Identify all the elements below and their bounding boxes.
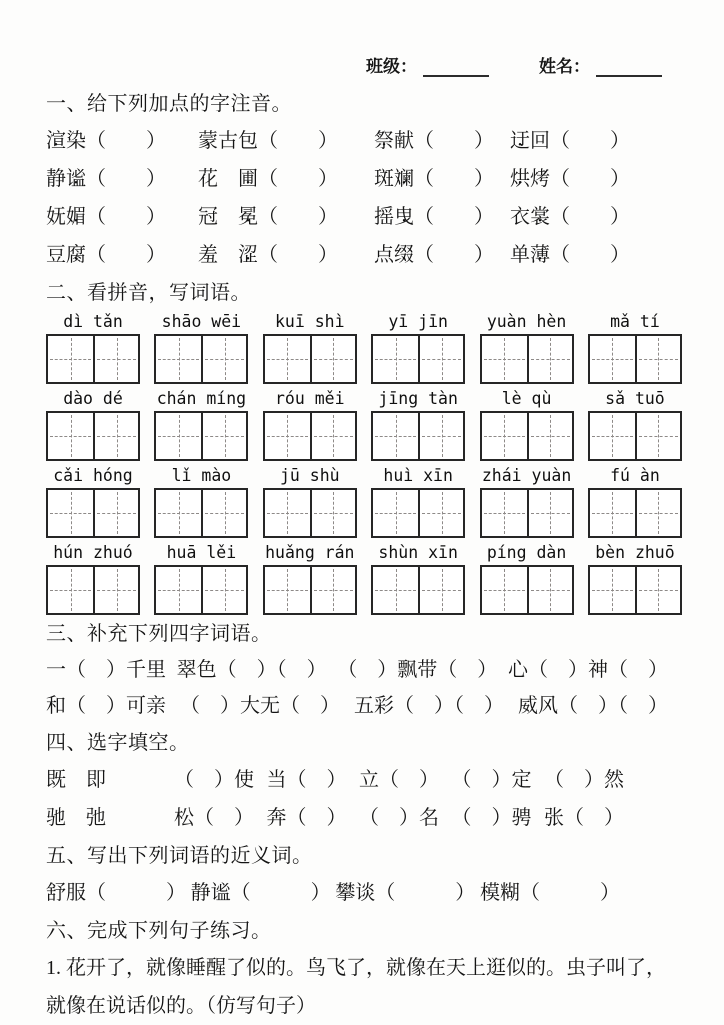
synonym-item: 静谧（ ） xyxy=(190,882,331,904)
pinyin-label: shùn xīn xyxy=(378,543,458,562)
pinyin-word-entry xyxy=(154,542,248,615)
pinyin-label: lè qù xyxy=(501,389,552,408)
writing-grid-cell xyxy=(156,336,201,382)
pinyin-label: mǎ tí xyxy=(610,312,660,331)
writing-grid xyxy=(371,488,465,538)
answer-blank: （ ） xyxy=(86,244,166,266)
pinyin-label: hún zhuó xyxy=(53,543,133,562)
section-5 xyxy=(46,841,682,912)
fill-item: （ ）使 xyxy=(174,769,254,791)
writing-grid-cell xyxy=(635,413,680,459)
word-pre: 点 xyxy=(374,244,394,266)
pinyin-label: chán míng xyxy=(156,389,247,408)
writing-grid xyxy=(263,334,357,384)
dotted-word-item xyxy=(198,122,374,160)
word-pre: 单 xyxy=(510,244,530,266)
pinyin-word-entry xyxy=(263,311,357,384)
answer-blank: （ ） xyxy=(550,168,630,190)
writing-grid xyxy=(588,488,682,538)
word-pre: 妩 xyxy=(46,206,66,228)
writing-grid xyxy=(46,411,140,461)
dotted-word-item xyxy=(374,160,510,198)
dotted-word-item xyxy=(198,160,374,198)
writing-grid-cell xyxy=(418,567,463,613)
pinyin-label: jīng tàn xyxy=(378,389,458,408)
writing-grid xyxy=(154,334,248,384)
dotted-char: 祭 • xyxy=(374,122,394,160)
class-blank-line xyxy=(423,59,489,77)
idiom-completion-item: 心（ ）神（ ） xyxy=(507,659,668,681)
writing-grid-cell xyxy=(265,567,310,613)
synonym-item: 攀谈（ ） xyxy=(335,882,476,904)
dotted-char: 冕 • xyxy=(238,198,258,236)
dotted-word-item xyxy=(510,122,682,160)
choice-fill-row xyxy=(46,761,682,799)
section-2-title: 二、看拼音，写词语。 xyxy=(46,282,251,304)
writing-grid-cell xyxy=(93,413,138,459)
pinyin-label: sǎ tuō xyxy=(605,389,665,408)
pinyin-word-entry xyxy=(154,388,248,461)
writing-grid xyxy=(154,411,248,461)
word-pre: 静 xyxy=(46,168,66,190)
choice-fill-items xyxy=(174,799,682,837)
word-post: 烤 xyxy=(530,168,550,190)
writing-grid-cell xyxy=(48,567,93,613)
pinyin-label: yī jīn xyxy=(388,312,448,331)
word-pre: 花 xyxy=(198,168,238,190)
writing-grid-cell xyxy=(48,336,93,382)
writing-grid xyxy=(588,334,682,384)
writing-grid-cell xyxy=(590,567,635,613)
pinyin-label: huì xīn xyxy=(383,466,453,485)
pinyin-label: fú àn xyxy=(610,466,660,485)
name-blank-line xyxy=(596,59,662,77)
choice-fill-row xyxy=(46,799,682,837)
pinyin-word-entry xyxy=(480,465,574,538)
choice-fill-items xyxy=(174,761,682,799)
idiom-completion-item: 一（ ）千里 xyxy=(46,659,166,681)
dotted-char: 渲 • xyxy=(46,122,66,160)
header-fill-in xyxy=(46,52,682,77)
dotted-char: 缀 • xyxy=(394,236,414,274)
pinyin-label: huā lěi xyxy=(166,543,237,562)
writing-grid xyxy=(480,565,574,615)
pinyin-label: zhái yuàn xyxy=(481,466,572,485)
answer-blank: （ ） xyxy=(86,130,166,152)
writing-grid-cell xyxy=(48,413,93,459)
pinyin-row xyxy=(46,311,682,384)
pinyin-word-entry xyxy=(263,388,357,461)
writing-grid-cell xyxy=(527,567,572,613)
fill-item: 松（ ） xyxy=(174,807,254,829)
writing-grid xyxy=(371,334,465,384)
fill-item: 奔（ ） xyxy=(266,807,347,829)
fill-item: （ ）定 xyxy=(451,769,532,791)
answer-blank: （ ） xyxy=(258,244,338,266)
section-6 xyxy=(46,916,682,1025)
word-pre: 羞 xyxy=(198,244,238,266)
fill-item: 当（ ） xyxy=(266,769,347,791)
answer-blank: （ ） xyxy=(258,130,338,152)
pinyin-word-entry xyxy=(371,311,465,384)
idiom-completion-item: 和（ ）可亲 xyxy=(46,695,166,717)
word-post: 古包 xyxy=(218,130,258,152)
word-post: 染 xyxy=(66,130,86,152)
pinyin-label: píng dàn xyxy=(486,543,567,562)
pinyin-label: yuàn hèn xyxy=(486,312,567,331)
writing-grid-cell xyxy=(482,413,527,459)
pinyin-row xyxy=(46,542,682,615)
section-2 xyxy=(46,278,682,615)
dotted-char: 曳 • xyxy=(394,198,414,236)
section-3 xyxy=(46,619,682,724)
writing-grid-cell xyxy=(373,336,418,382)
fill-item: （ ）骋 xyxy=(451,807,532,829)
writing-grid-cell xyxy=(310,567,355,613)
answer-blank: （ ） xyxy=(258,206,338,228)
pinyin-word-entry xyxy=(480,542,574,615)
writing-grid-cell xyxy=(418,413,463,459)
dotted-char: 烘 • xyxy=(510,160,530,198)
pinyin-word-entry xyxy=(480,311,574,384)
answer-blank: （ ） xyxy=(414,130,494,152)
dotted-word-item xyxy=(374,198,510,236)
writing-grid xyxy=(480,488,574,538)
pinyin-label: lǐ mào xyxy=(171,466,232,485)
pinyin-word-entry xyxy=(371,465,465,538)
word-pre: 冠 xyxy=(198,206,238,228)
writing-grid-cell xyxy=(201,490,246,536)
pinyin-word-entry xyxy=(46,465,140,538)
dotted-char: 媚 • xyxy=(66,198,86,236)
section-1-title: 一、给下列加点的字注音。 xyxy=(46,93,292,115)
writing-grid-cell xyxy=(373,490,418,536)
fill-item: （ ）名 xyxy=(359,807,439,829)
pinyin-row xyxy=(46,388,682,461)
writing-grid xyxy=(588,411,682,461)
sentence-exercise: 1. 花开了，就像睡醒了似的。鸟飞了，就像在天上逛似的。虫子叫了，就像在说话似的。（仿写句子） xyxy=(46,957,666,1017)
dotted-char: 斓 • xyxy=(394,160,414,198)
writing-grid xyxy=(371,411,465,461)
writing-grid xyxy=(46,488,140,538)
writing-grid-cell xyxy=(310,413,355,459)
writing-grid xyxy=(480,334,574,384)
choice-chars: 既 即 xyxy=(46,769,106,791)
writing-grid-cell xyxy=(590,490,635,536)
pinyin-label: jū shù xyxy=(279,466,340,485)
answer-blank: （ ） xyxy=(550,206,630,228)
writing-grid-cell xyxy=(201,413,246,459)
writing-grid-cell xyxy=(635,490,680,536)
section-4 xyxy=(46,728,682,837)
pinyin-word-entry xyxy=(371,388,465,461)
dotted-char: 谧 • xyxy=(66,160,86,198)
writing-grid-cell xyxy=(93,567,138,613)
pinyin-word-entry xyxy=(588,388,682,461)
pinyin-label: kuī shì xyxy=(275,312,345,331)
writing-grid-cell xyxy=(482,336,527,382)
idiom-completion-item: （ ）飘带（ ） xyxy=(337,659,498,681)
writing-grid xyxy=(371,565,465,615)
word-pre: 衣 xyxy=(510,206,530,228)
writing-grid-cell xyxy=(310,336,355,382)
writing-grid-cell xyxy=(527,336,572,382)
writing-grid xyxy=(46,565,140,615)
dotted-word-item xyxy=(46,198,198,236)
writing-grid-cell xyxy=(482,567,527,613)
idiom-row xyxy=(46,652,682,688)
writing-grid-cell xyxy=(418,336,463,382)
idiom-completion-item: （ ）大无（ ） xyxy=(180,695,340,717)
pinyin-label: shāo wēi xyxy=(161,312,242,331)
idiom-completion-item: 威风（ ）（ ） xyxy=(518,695,668,717)
dotted-char: 薄 • xyxy=(530,236,550,274)
pinyin-word-entry xyxy=(588,465,682,538)
word-pre: 摇 xyxy=(374,206,394,228)
dotted-char: 蒙 • xyxy=(198,122,218,160)
pinyin-row xyxy=(46,465,682,538)
answer-blank: （ ） xyxy=(414,168,494,190)
writing-grid xyxy=(46,334,140,384)
writing-grid xyxy=(480,411,574,461)
fill-item: 立（ ） xyxy=(359,769,439,791)
writing-grid-cell xyxy=(482,490,527,536)
pinyin-word-entry xyxy=(263,542,357,615)
writing-grid xyxy=(263,565,357,615)
name-label: 姓名： xyxy=(539,57,590,76)
writing-grid-cell xyxy=(156,490,201,536)
pinyin-label: huǎng rán xyxy=(265,543,355,562)
dotted-char: 腐 • xyxy=(66,236,86,274)
dotted-word-item xyxy=(510,160,682,198)
section-6-title: 六、完成下列句子练习。 xyxy=(46,920,272,942)
class-label: 班级： xyxy=(366,57,417,76)
synonym-item: 模糊（ ） xyxy=(479,882,620,904)
dotted-word-item xyxy=(510,198,682,236)
section-4-title: 四、选字填空。 xyxy=(46,732,190,754)
writing-grid-cell xyxy=(265,336,310,382)
dotted-char: 裳 • xyxy=(530,198,550,236)
writing-grid-cell xyxy=(590,413,635,459)
dotted-char: 圃 • xyxy=(238,160,258,198)
writing-grid-cell xyxy=(590,336,635,382)
dotted-word-item xyxy=(510,236,682,274)
writing-grid xyxy=(154,488,248,538)
section-1-items xyxy=(46,122,682,274)
writing-grid-cell xyxy=(265,413,310,459)
pinyin-word-entry xyxy=(588,311,682,384)
writing-grid-cell xyxy=(635,336,680,382)
dotted-word-item xyxy=(46,122,198,160)
dotted-word-item xyxy=(374,122,510,160)
writing-grid-cell xyxy=(418,490,463,536)
word-post: 回 xyxy=(530,130,550,152)
idiom-row xyxy=(46,688,682,724)
section-1 xyxy=(46,89,682,274)
pinyin-label: cǎi hóng xyxy=(53,466,133,485)
writing-grid xyxy=(263,488,357,538)
pinyin-word-entry xyxy=(588,542,682,615)
idiom-completion-item: 五彩（ ）（ ） xyxy=(354,695,504,717)
writing-grid-cell xyxy=(93,490,138,536)
pinyin-label: dào dé xyxy=(63,389,123,408)
dotted-word-item xyxy=(46,236,198,274)
writing-grid-cell xyxy=(635,567,680,613)
answer-blank: （ ） xyxy=(550,244,630,266)
fill-item: 张（ ） xyxy=(544,807,624,829)
writing-grid-cell xyxy=(156,413,201,459)
pinyin-word-entry xyxy=(46,388,140,461)
word-pre: 豆 xyxy=(46,244,66,266)
writing-grid-cell xyxy=(201,336,246,382)
writing-grid-cell xyxy=(373,413,418,459)
answer-blank: （ ） xyxy=(414,206,494,228)
synonym-item: 舒服（ ） xyxy=(46,882,186,904)
pinyin-word-entry xyxy=(46,311,140,384)
writing-grid-cell xyxy=(527,490,572,536)
pinyin-word-entry xyxy=(154,465,248,538)
fill-item: （ ）然 xyxy=(544,769,624,791)
dotted-char: 迂 • xyxy=(510,122,530,160)
writing-grid xyxy=(588,565,682,615)
writing-grid-cell xyxy=(265,490,310,536)
answer-blank: （ ） xyxy=(86,168,166,190)
dotted-word-item xyxy=(374,236,510,274)
dotted-char: 涩 • xyxy=(238,236,258,274)
pinyin-word-entry xyxy=(480,388,574,461)
pinyin-label: bèn zhuō xyxy=(595,543,675,562)
writing-grid-cell xyxy=(373,567,418,613)
pinyin-word-entry xyxy=(46,542,140,615)
writing-grid-cell xyxy=(93,336,138,382)
writing-grid-cell xyxy=(48,490,93,536)
word-pre: 斑 xyxy=(374,168,394,190)
synonym-row xyxy=(46,874,682,912)
pinyin-word-entry xyxy=(263,465,357,538)
writing-grid-cell xyxy=(310,490,355,536)
pinyin-word-entry xyxy=(154,311,248,384)
writing-grid-cell xyxy=(201,567,246,613)
dotted-word-item xyxy=(198,236,374,274)
answer-blank: （ ） xyxy=(550,130,630,152)
writing-grid-cell xyxy=(156,567,201,613)
pinyin-label: dì tǎn xyxy=(63,312,123,331)
answer-blank: （ ） xyxy=(414,244,494,266)
pinyin-label: róu měi xyxy=(275,389,345,408)
pinyin-word-entry xyxy=(371,542,465,615)
dotted-word-item xyxy=(46,160,198,198)
word-post: 献 xyxy=(394,130,414,152)
writing-grid xyxy=(263,411,357,461)
writing-grid xyxy=(154,565,248,615)
idiom-completion-item: 翠色（ ）（ ） xyxy=(176,659,327,681)
dotted-word-item xyxy=(198,198,374,236)
section-3-title: 三、补充下列四字词语。 xyxy=(46,623,272,645)
answer-blank: （ ） xyxy=(86,206,166,228)
writing-grid-cell xyxy=(527,413,572,459)
answer-blank: （ ） xyxy=(258,168,338,190)
section-5-title: 五、写出下列词语的近义词。 xyxy=(46,845,313,867)
choice-chars: 驰 弛 xyxy=(46,807,106,829)
